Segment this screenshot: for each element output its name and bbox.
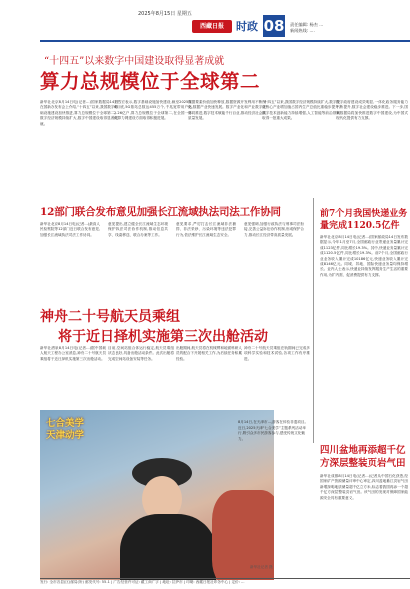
page-header bbox=[0, 0, 410, 48]
dept-column: 意见要求,严厉打击长江流域非法捕捞、非法采砂、污染环境等违法犯罪行为,依法维护长江流域生态安全。 bbox=[176, 222, 236, 237]
shenzhou-column: 神舟二十号航天员乘组在轨期间已完成多项科学实验和技术试验,各项工作有序推进。 bbox=[244, 346, 310, 361]
salt-headline: 四川盆地再添超千亿方深层整装页岩气田 bbox=[320, 445, 406, 469]
lead-column: “十四五”以来,我国数字经济规模持续扩大,数字经济核心产业增加值占国内生产总值比重稳步提升,数字技术创新能力持续增强,人工智能等前沿领域取得一批重大成果。 bbox=[262, 100, 340, 121]
photo-badge-line-1: 七合美学 bbox=[46, 418, 85, 429]
column-divider bbox=[313, 198, 314, 443]
photo-credit: 新华社记者 摄 bbox=[250, 565, 273, 569]
editor-line-1: 责任编辑: 杨杰 ... bbox=[290, 22, 324, 27]
lead-column: 新华社北京8月14日电(记者...)国家数据局14日在国新办发布会上介绍,“十四五”以来,我国数字基础设施建设加快推进,算力总规模位于全球第二。数字经济规模持续扩大,数字中国建设取得显著成就。 bbox=[40, 100, 118, 126]
lead-headline: 算力总规模位于全球第二 bbox=[40, 70, 261, 93]
shenzhou-headline-2: 将于近日择机实施第三次出舱活动 bbox=[58, 329, 268, 345]
dept-column: 意见强调,加强行政执法与刑事司法衔接,完善公益诉讼协作机制,形成保护合力,推动长江经济带高质量发展。 bbox=[244, 222, 304, 237]
section-name: 时政 bbox=[236, 20, 258, 33]
page-footer: 发行: 全市各县(区)邮局(所) 邮发代号: 55-1 | 广告经营许可证: 藏工商广字 | 地址: 拉萨市 | 印刷: 西藏日报社印务中心 | 定价: ... bbox=[40, 580, 245, 584]
newspaper-logo: 西藏日报 bbox=[192, 20, 232, 33]
shenzhou-headline-1: 神舟二十号航天员乘组 bbox=[40, 309, 180, 325]
publication-date: 2025年8月15日 星期五 bbox=[138, 11, 192, 17]
salt-body: 新华社成都8月14日电(记者...)记者从中国石化获悉,经国家矿产资源储量评审中心审定,四川盆地綦江页岩气田新增探明地质储量超千亿立方米,标志着我国再添一个超千亿方深层整装页岩气田。该气田的发现对保障国家能源安全具有重要意义。 bbox=[320, 474, 408, 500]
lead-column: 刘烈宏表示,数字基础设施加快建设,截至2025年6月底,5G基站总数达455万个,千兆宽带用户达2.26亿户,算力总规模位于全球第二,在全国一体化算力网建设方面取得积极进展。 bbox=[114, 100, 192, 121]
express-headline: 前7个月我国快递业务量完成1120.5亿件 bbox=[320, 209, 408, 231]
footer-rule bbox=[40, 578, 410, 579]
shenzhou-column: 新华社酒泉8月14日电(记者...)据中国载人航天工程办公室消息,神舟二十号航天员乘组将于近日择机实施第三次出舱活动。 bbox=[40, 346, 106, 361]
dept-headline: 12部门联合发布意见加强长江流域执法司法工作协同 bbox=[40, 206, 281, 218]
editor-info bbox=[290, 22, 323, 34]
lead-subtitle: “十四五”以来数字中国建设取得显著成就 bbox=[44, 56, 225, 67]
dept-column: 新华社北京8月14日电(记者...)最高人民检察院等12部门近日联合发布意见,加强长江流域执法司法工作协同。 bbox=[40, 222, 100, 237]
photo-badge bbox=[46, 418, 84, 442]
shenzhou-column: 目前,空间站组合体运行稳定,航天员乘组状态良好,具备出舱活动条件。此次出舱将完成空间站设备安装等任务。 bbox=[108, 346, 174, 361]
dept-column: 意见提出,建立健全长江流域生态环境保护执法司法协作机制,推动信息共享、线索移送、联合办案等工作。 bbox=[108, 222, 168, 237]
lead-column: 数据要素价值加快释放,数据资源开发利用不断深化,数据产业快速发展。数字产业化和产业数字化协同推进,数字技术赋能千行百业,推动经济社会高质量发展。 bbox=[188, 100, 266, 121]
photo-figure-body bbox=[120, 514, 216, 580]
express-body: 新华社北京8月14日电(记者...)国家邮政局14日发布数据显示,今年1月至7月,全国邮政行业寄递业务量累计完成1123亿件,同比增长19.3%。其中,快递业务量累计完成1120.5亿件,同比增长19.3%。前7个月,全国邮政行业业务收入累计完成10186亿元,快递业务收入累计完成8146亿元。同城、异地、国际快递业务量均保持增长。业内人士表示,快递业持续发挥服务生产生活的重要作用,为扩内需、促消费提供有力支撑。 bbox=[320, 235, 408, 277]
shenzhou-column: 出舱期间,航天员将在机械臂和地面科研人员的配合下开展相关工作,为后续任务积累经验。 bbox=[176, 346, 242, 361]
header-rule bbox=[40, 40, 410, 42]
lead-column: 数字政府建设成效明显,一体化政务服务能力不断提升,数字社会建设稳步推进。下一步,国家数据局将加快推进数字中国建设,为中国式现代化提供有力支撑。 bbox=[336, 100, 408, 121]
editor-line-2: 新闻热线: .... bbox=[290, 28, 315, 33]
photo-caption: 8月14日,在天津市...,游客在体验非遗项目。近日,2025天津“七合美学”主题系列活动举行,吸引众多市民游客参与,感受传统文化魅力。 bbox=[238, 420, 309, 441]
photo-badge-line-2: 天津动学 bbox=[46, 430, 85, 441]
page-number: 08 bbox=[263, 17, 285, 35]
